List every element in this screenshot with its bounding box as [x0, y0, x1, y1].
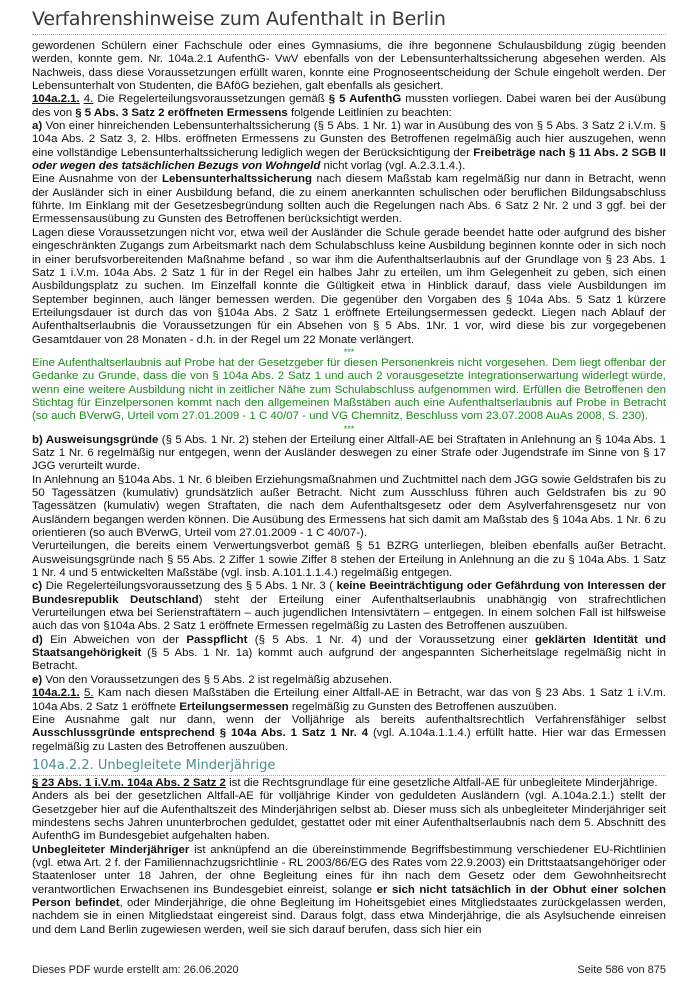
paragraph: c) Die Regelerteilungsvoraussetzung des § 5 Abs. 1 Nr. 3 ( keine Beeinträchtigung oder Gefährdung von Interessen der Bundesrepublik Deutschland) steht der Erteilung einer Aufenthaltserlaubnis unabhängig von strafrechtlichen Verurteilungen etwa bei Serienstraftätern – auch jugendlichen Intensivtätern – entgegen. In einem solchen Fall ist hilfsweise auch das von §104a Abs. 2 Satz 1 eröffnete Ermessen regelmäßig zu Lasten des Betroffenen auszuüben. — [32, 580, 666, 633]
item-number: 4. — [83, 93, 94, 106]
paragraph: Anders als bei der gesetzlichen Altfall-AE für volljährige Kinder von geduldeten Ausländern (vgl. A.104a.2.1.) stellt der Gesetzgeber hier auf die Aufenthaltszeit des Minderjährigen selbst ab. Dieser muss sich als unbegleiteter Minderjähriger seit mindestens sechs Jahren ununterbrochen geduldet, gestattet oder mit einer Aufenthaltserlaubnis nach dem 5. Abschnitt des AufenthG im Bundesgebiet aufgehalten haben. — [32, 790, 666, 843]
paragraph: Lagen diese Voraussetzungen nicht vor, etwa weil der Ausländer die Schule gerade beendet hatte oder aufgrund des bisher eingeschränkten Zugangs zum Arbeitsmarkt nach dem Schulabschluss keine Ausbildung beginnen konnte oder in sich noch in einer berufsvorbereitenden Maßnahme befand , so war ihm die Aufenthaltserlaubnis auf der Grundlage von § 23 Abs. 1 Satz 1 i.V.m. 104a Abs. 2 Satz 1 für in der Regel ein halbes Jahr zu erteilen, um ihm Gelegenheit zu geben, sich einen Ausbildungsplatz zu suchen. Im Einzelfall konnte die Gültigkeit etwa in Hinblick darauf, dass viele Ausbildungen im September beginnen, auch länger bemessen werden. Die gegenüber den Vorgaben des § 104a Abs. 5 Satz 1 kürzere Erteilungsdauer ist durch das von §104a Abs. 2 Satz 1 eröffnete Erteilungsermessen gedeckt. Liegen nach Ablauf der Aufenthaltserlaubnis die Voraussetzungen für ein Absehen von § 5 Abs. 1Nr. 1 vor, wird diese bis zur vorgegebenen Gesamtdauer von 28 Monaten - d.h. in der Regel um 22 Monate verlängert. — [32, 226, 666, 346]
section-ref: 104a.2.1. — [32, 93, 80, 106]
section-heading: 104a.2.2. Unbegleitete Minderjährige — [32, 758, 666, 776]
paragraph: § 23 Abs. 1 i.V.m. 104a Abs. 2 Satz 2 ist die Rechtsgrundlage für eine gesetzliche Altfall-AE für unbegleitete Minderjährige. — [32, 776, 658, 789]
highlighted-note: Eine Aufenthaltserlaubnis auf Probe hat der Gesetzgeber für diesen Personenkreis nicht vorgesehen. Dem liegt offenbar der Gedanke zu Grunde, dass die von § 104a Abs. 2 Satz 1 und auch 2 vorausgesetzte Integrationserwartung widerlegt würde, wenn eine weitere Ausbildung nicht in zeitlicher Nähe zum Schulabschluss aufgenommen wird. Erfüllen die Betroffenen den Stichtag für Einzelpersonen kommt nach den allgemeinen Maßstäben auch eine Aufenthaltserlaubnis auf Probe in Betracht (so auch BVerwG, Urteil vom 27.01.2009 - 1 C 40/07 - und VG Chemnitz, Beschluss vom 23.07.2008 AuAs 2008, S. 230). — [32, 356, 666, 423]
creation-date: Dieses PDF wurde erstellt am: 26.06.2020 — [32, 964, 239, 976]
separator-stars: *** — [343, 423, 355, 434]
page-number: Seite 586 von 875 — [577, 964, 666, 976]
paragraph: Unbegleiteter Minderjähriger ist anknüpfend an die übereinstimmende Begriffsbestimmung verschiedener EU-Richtlinien (vgl. etwa Art. 2 f. der Familiennachzugsrichtlinie - RL 2003/86/EG des Rates vom 22.9.2003) ein Drittstaatsangehöriger oder Staatenloser unter 18 Jahren, der ohne Begleitung eines für ihn nach dem Gesetz oder dem Gewohnheitsrecht verantwortlichen Erwachsenen ins Bundesgebiet einreist, solange er sich nicht tatsächlich in der Obhut einer solchen Person befindet, oder Minderjährige, die ohne Begleitung im Hoheitsgebiet eines Mitgliedstaates zurückgelassen werden, nachdem sie in einen Mitgliedstaat eingereist sind. Daraus folgt, dass etwa Minderjährige, die als Asylsuchende einreisen und dem Land Berlin zugewiesen werden, weil sie sich darauf berufen, dass sich hier ein — [32, 843, 666, 936]
paragraph: a) Von einer hinreichenden Lebensunterhaltssicherung (§ 5 Abs. 1 Nr. 1) war in Ausübung des von § 5 Abs. 3 Satz 2 i.V.m. § 104a Abs. 2 Satz 3, 2. Hlbs. eröffneten Ermessens zu Gunsten des Betroffenen regelmäßig auch hier auszugehen, wenn eine vollständige Lebensunterhaltssicherung lediglich wegen der Berücksichtigung der Freibeträge nach § 11 Abs. 2 SGB II oder wegen des tatsächlichen Bezugs von Wohngeld nicht vorlag (vgl. A.2.3.1.4.). — [32, 120, 666, 173]
paragraph: b) Ausweisungsgründe (§ 5 Abs. 1 Nr. 2) stehen der Erteilung einer Altfall-AE bei Straftaten in Anlehnung an § 104a Abs. 1 Satz 1 Nr. 6 regelmäßig nur entgegen, wenn der Ausländer deswegen zu einer Strafe oder Jugendstrafe im Sinne von § 17 JGG verurteilt wurde. — [32, 433, 666, 473]
paragraph: 104a.2.1. 5. Kam nach diesen Maßstäben die Erteilung einer Altfall-AE in Betracht, war das von § 23 Abs. 1 Satz 1 i.V.m. 104a Abs. 2 Satz 1 eröffnete Erteilungsermessen regelmäßig zu Gunsten des Betroffenen auszuüben. — [32, 687, 666, 713]
paragraph: 104a.2.1. 4. Die Regelerteilungsvoraussetzungen gemäß § 5 AufenthG mussten vorliegen. Dabei waren bei der Ausübung des von § 5 Abs. 3 Satz 2 eröffneten Ermessens folgende Leitlinien zu beachten: — [32, 93, 667, 119]
paragraph: e) Von den Voraussetzungen des § 5 Abs. 2 ist regelmäßig abzusehen. — [32, 673, 392, 686]
page-header — [32, 8, 666, 35]
document-body — [32, 40, 666, 937]
paragraph: In Anlehnung an §104a Abs. 1 Nr. 6 bleiben Erziehungsmaßnahmen und Zuchtmittel nach dem JGG sowie Geldstrafen bis zu 50 Tagessätzen (kumulativ) grundsätzlich außer Betracht. Nicht zum Ausschluss führen auch Geldstrafen bis zu 90 Tagessätzen (kumulativ) wegen Straftaten, die nach dem Aufenthaltsgesetz oder dem Asylverfahrensgesetz nur von Ausländern begangen werden können. Die Ausübung des Ermessens hat sich damit am Maßstab des § 104a Abs. 1 Nr. 6 zu orientieren (so auch BVerwG, Urteil vom 27.01.2009 - 1 C 40/07-). — [32, 473, 666, 540]
separator-stars: *** — [343, 346, 355, 357]
paragraph: Verurteilungen, die bereits einem Verwertungsverbot gemäß § 51 BZRG unterliegen, bleiben ebenfalls außer Betracht. Ausweisungsgründe nach § 55 Abs. 2 Ziffer 1 sowie Ziffer 8 stehen der Erteilung in Anlehnung an die zu § 104a Abs. 1 Satz 1 Nr. 4 und 5 entwickelten Maßstäbe (vgl. insb. A.101.1.1.4.) regelmäßig entgegen. — [32, 540, 666, 580]
paragraph: Eine Ausnahme galt nur dann, wenn der Volljährige als bereits aufenthaltsrechtlich Verfahrensfähiger selbst Ausschlussgründe entsprechend § 104a Abs. 1 Satz 1 Nr. 4 (vgl. A.104a.1.1.4.) erfüllt hatte. Hier war das Ermessen regelmäßig zu Lasten des Betroffenen auszuüben. — [32, 713, 666, 753]
header-divider — [32, 34, 666, 35]
item-number: 5. — [84, 687, 94, 700]
paragraph: Eine Ausnahme von der Lebensunterhaltssicherung nach diesem Maßstab kam regelmäßig nur dann in Betracht, wenn der Ausländer sich in einer Ausbildung befand, die zu einem anerkannten schulischen oder beruflichen Bildungsabschluss führte. Im Einklang mit der Gesetzesbegründung sollten auch die Regelungen nach Abs. 6 Satz 2 Nr. 2 und 3 ggf. bei der Ermessensausübung zu Gunsten des Betroffenen berücksichtigt werden. — [32, 173, 666, 226]
paragraph: gewordenen Schülern einer Fachschule oder eines Gymnasiums, die ihre begonnene Schulausbildung zügig beenden werden, konnte gem. Nr. 104a.2.1 AufenthG- VwV ebenfalls von der Lebensunterhaltssicherung abgesehen werden. Als Nachweis, dass diese Voraussetzungen erfüllt waren, konnte eine Prognoseentscheidung der Schule eingeholt werden. Der Lebensunterhalt von Studenten, die BAföG beziehen, galt ebenfalls als gesichert. — [32, 40, 666, 93]
section-ref: 104a.2.1. — [32, 687, 80, 700]
page-title: Verfahrenshinweise zum Aufenthalt in Berlin — [32, 8, 446, 30]
paragraph: d) Ein Abweichen von der Passpflicht (§ 5 Abs. 1 Nr. 4) und der Voraussetzung einer geklärten Identität und Staatsangehörigkeit (§ 5 Abs. 1 Nr. 1a) kommt auch aufgrund der angespannten Sicherheitslage regelmäßig nicht in Betracht. — [32, 633, 666, 673]
